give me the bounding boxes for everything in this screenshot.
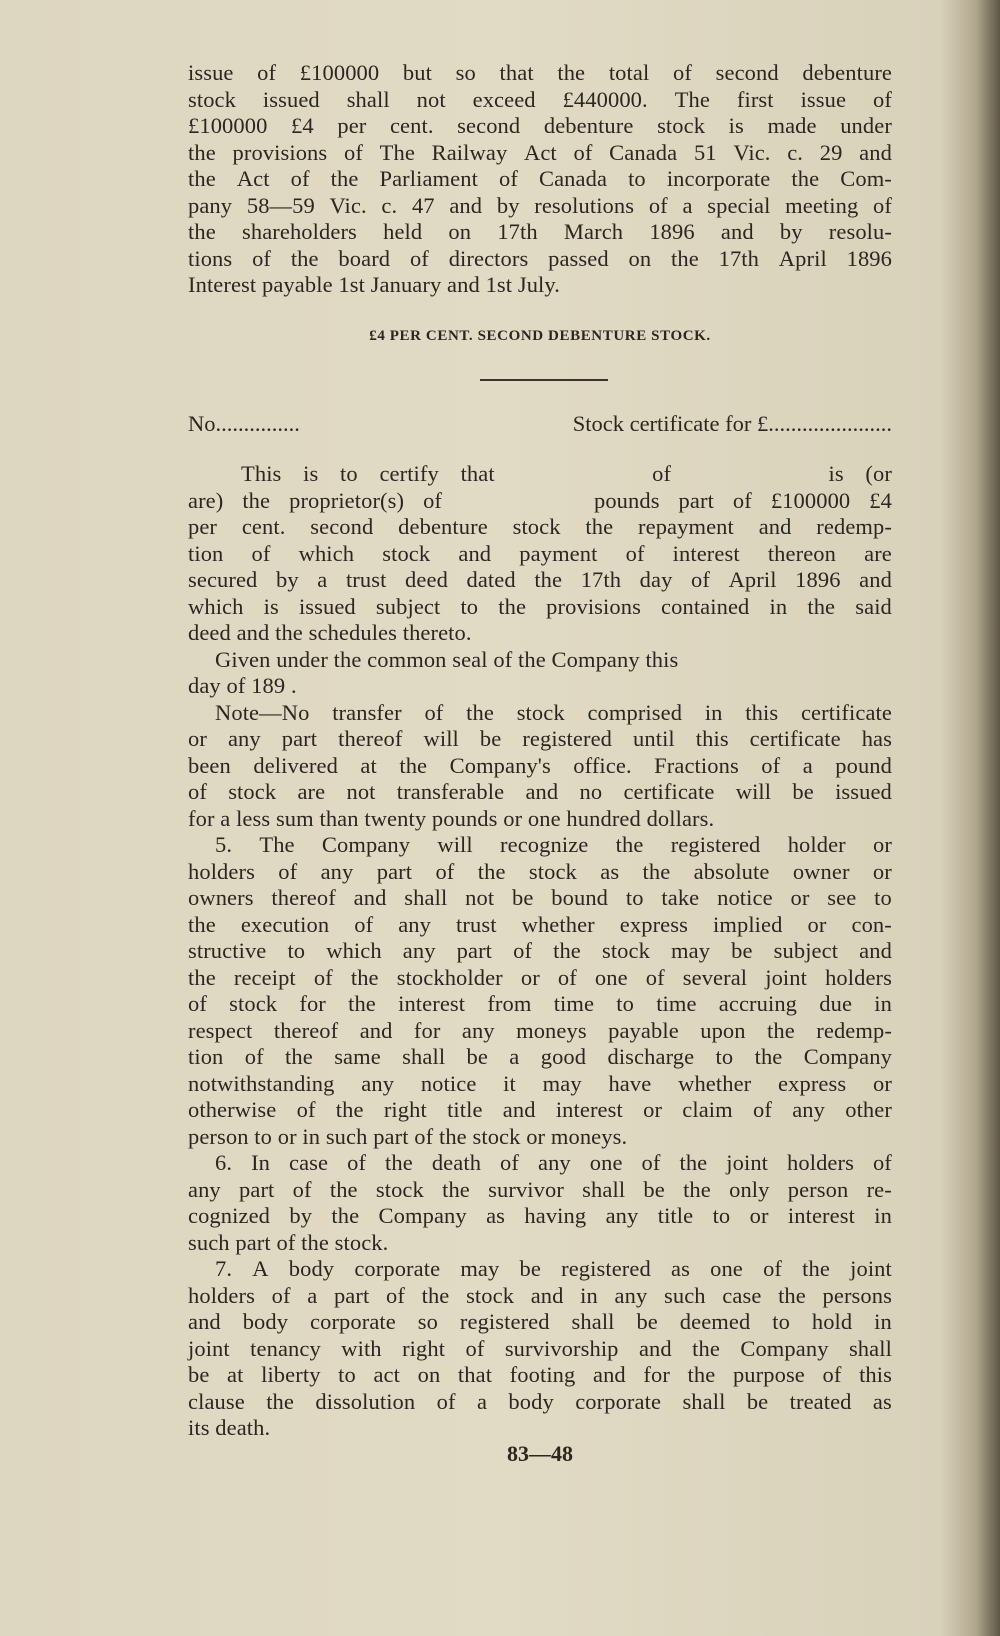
intro-line: tions of the board of directors passed on the 17th April 1896: [188, 245, 892, 271]
body-line: holders of any part of the stock as the absolute owner or: [188, 858, 892, 884]
body-line: of stock are not transferable and no certificate will be issued: [188, 779, 892, 804]
body-line: such part of the stock.: [188, 1229, 389, 1255]
body-line: any part of the stock the survivor shall be the only person re-: [188, 1176, 892, 1202]
body-line: its death.: [188, 1415, 271, 1440]
certificate-number-line: [188, 411, 892, 437]
section-heading: £4 PER CENT. SECOND DEBENTURE STOCK.: [369, 328, 711, 344]
body-line: This is to certify that of is (or: [241, 461, 892, 486]
body-line: cognized by the Company as having any title to or interest in: [188, 1203, 892, 1228]
body-line: tion of the same shall be a good discharge to the Company: [188, 1044, 892, 1069]
body-line: day of 189 .: [188, 673, 297, 698]
body-line: been delivered at the Company's office. Fractions of a pound: [188, 752, 892, 778]
intro-line: the Act of the Parliament of Canada to incorporate the Com-: [188, 166, 892, 191]
intro-line: the shareholders held on 17th March 1896 and by resolu-: [188, 219, 892, 244]
body-line: the receipt of the stockholder or of one of several joint holders: [188, 964, 892, 990]
body-line: notwithstanding any notice it may have whether express or: [188, 1070, 892, 1096]
intro-line: pany 58—59 Vic. c. 47 and by resolutions of a special meeting of: [188, 192, 892, 218]
body-line: person to or in such part of the stock or moneys.: [188, 1123, 628, 1149]
body-line: are) the proprietor(s) of pounds part of £100000 £4: [188, 487, 892, 513]
page-folio: 83—48: [507, 1441, 573, 1466]
body-line: otherwise of the right title and interest or claim of any other: [188, 1097, 892, 1122]
intro-paragraph: [188, 60, 892, 299]
body-line: 5. The Company will recognize the registered holder or: [215, 832, 892, 857]
heading-rule: [480, 379, 608, 381]
intro-line: Interest payable 1st January and 1st July.: [188, 272, 561, 297]
intro-line: the provisions of The Railway Act of Canada 51 Vic. c. 29 and: [188, 139, 892, 165]
body-line: clause the dissolution of a body corporate shall be treated as: [188, 1388, 892, 1414]
body-line: the execution of any trust whether express implied or con-: [188, 911, 892, 937]
body-line: Note—No transfer of the stock comprised in this certificate: [215, 699, 892, 725]
certificate-no: No...............: [188, 411, 300, 436]
body-line: per cent. second debenture stock the repayment and redemp-: [188, 514, 892, 539]
body-line: tion of which stock and payment of interest thereon are: [188, 540, 892, 566]
book-spine-shadow: [978, 0, 1000, 1636]
stock-certificate-amount: Stock certificate for £......................: [572, 411, 892, 436]
body-line: owners thereof and shall not be bound to take notice or see to: [188, 885, 892, 910]
body-line: be at liberty to act on that footing and for the purpose of this: [188, 1362, 892, 1387]
body-line: respect thereof and for any moneys payable upon the redemp-: [188, 1017, 892, 1043]
body-line: 6. In case of the death of any one of the joint holders of: [215, 1150, 892, 1175]
body-line: joint tenancy with right of survivorship and the Company shall: [188, 1335, 892, 1361]
intro-line: issue of £100000 but so that the total of second debenture: [188, 60, 892, 85]
body-line: deed and the schedules thereto.: [188, 620, 472, 645]
body-line: which is issued subject to the provisions contained in the said: [188, 593, 892, 619]
certificate-body: [188, 461, 892, 1442]
body-line: 7. A body corporate may be registered as one of the joint: [215, 1256, 892, 1281]
body-line: for a less sum than twenty pounds or one hundred dollars.: [188, 805, 715, 831]
body-line: secured by a trust deed dated the 17th day of April 1896 and: [188, 567, 892, 592]
body-line: of stock for the interest from time to time accruing due in: [188, 991, 892, 1016]
intro-line: stock issued shall not exceed £440000. The first issue of: [188, 86, 892, 112]
body-line: holders of a part of the stock and in any such case the persons: [188, 1282, 892, 1308]
body-line: structive to which any part of the stock may be subject and: [188, 938, 892, 963]
body-line: and body corporate so registered shall be deemed to hold in: [188, 1309, 892, 1334]
body-line: Given under the common seal of the Company this: [215, 646, 679, 672]
body-line: or any part thereof will be registered until this certificate has: [188, 726, 892, 751]
intro-line: £100000 £4 per cent. second debenture stock is made under: [188, 113, 892, 138]
